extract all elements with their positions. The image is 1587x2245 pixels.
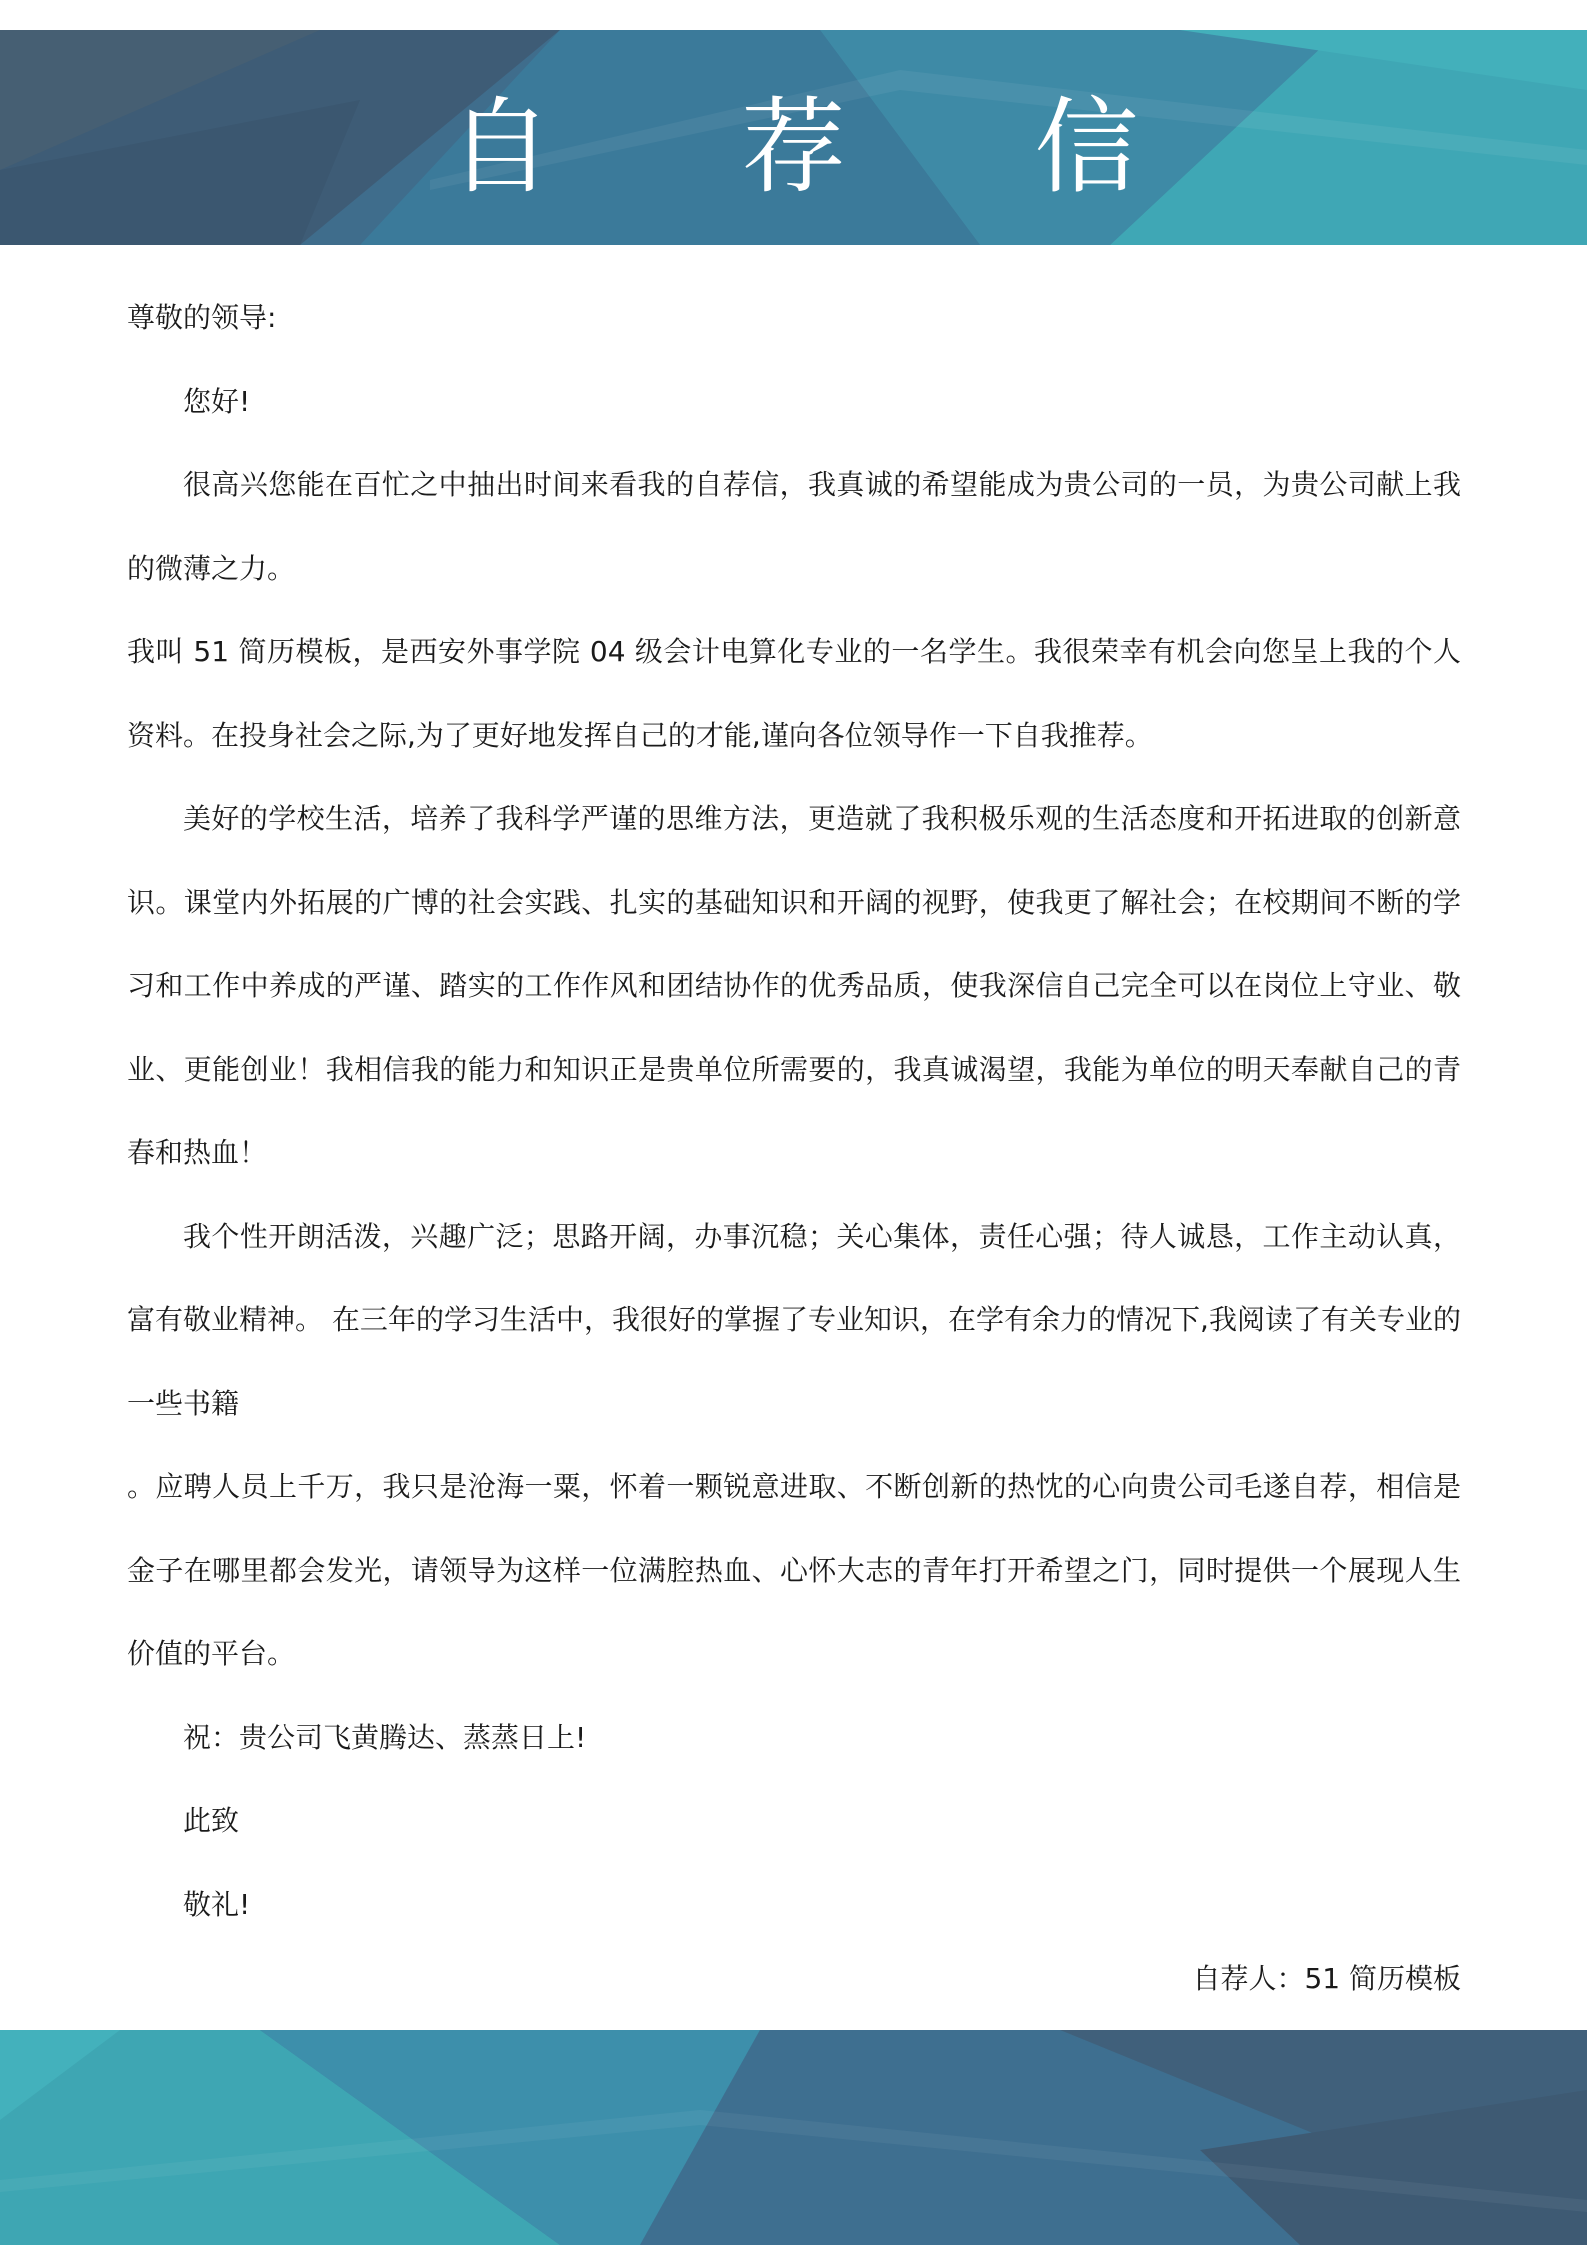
footer-banner-graphic bbox=[0, 2030, 1587, 2245]
paragraph-school-life: 美好的学校生活，培养了我科学严谨的思维方法，更造就了我积极乐观的生活态度和开拓进取的创新意识。课堂内外拓展的广博的社会实践、扎实的基础知识和开阔的视野，使我更了解社会；在校期间不断的学习和工作中养成的严谨、踏实的工作作风和团结协作的优秀品质，使我深信自己完全可以在岗位上守业、敬业、更能创业！我相信我的能力和知识正是贵单位所需要的，我真诚渴望，我能为单位的明天奉献自己的青春和热血！ bbox=[127, 802, 1461, 1169]
header-banner bbox=[0, 30, 1587, 245]
footer-banner bbox=[0, 2030, 1587, 2245]
greeting: 您好! bbox=[183, 384, 251, 418]
closing-line-2: 敬礼! bbox=[183, 1887, 251, 1921]
paragraph-intro: 很高兴您能在百忙之中抽出时间来看我的自荐信，我真诚的希望能成为贵公司的一员，为贵公司献上我的微薄之力。 bbox=[127, 468, 1461, 585]
signature: 自荐人：51 简历模板 bbox=[1192, 1962, 1461, 1995]
page-title: 自 荐 信 bbox=[448, 85, 1217, 208]
paragraph-self-intro: 我叫 51 简历模板，是西安外事学院 04 级会计电算化专业的一名学生。我很荣幸有机会向您呈上我的个人资料。在投身社会之际,为了更好地发挥自己的才能,谨向各位领导作一下自我推荐。 bbox=[127, 635, 1461, 752]
paragraph-personality: 我个性开朗活泼，兴趣广泛；思路开阔，办事沉稳；关心集体，责任心强；待人诚恳，工作主动认真，富有敬业精神。 在三年的学习生活中，我很好的掌握了专业知识，在学有余力的情况下,我阅读了有关专业的一些书籍 bbox=[127, 1219, 1461, 1420]
salutation: 尊敬的领导: bbox=[127, 301, 277, 334]
wish-line: 祝：贵公司飞黄腾达、蒸蒸日上! bbox=[183, 1720, 587, 1754]
closing-line-1: 此致 bbox=[183, 1804, 240, 1837]
paragraph-conclusion: 。应聘人员上千万，我只是沧海一粟，怀着一颗锐意进取、不断创新的热忱的心向贵公司毛遂自荐，相信是金子在哪里都会发光，请领导为这样一位满腔热血、心怀大志的青年打开希望之门，同时提供一个展现人生价值的平台。 bbox=[127, 1470, 1461, 1670]
letter-body bbox=[127, 276, 1461, 1946]
